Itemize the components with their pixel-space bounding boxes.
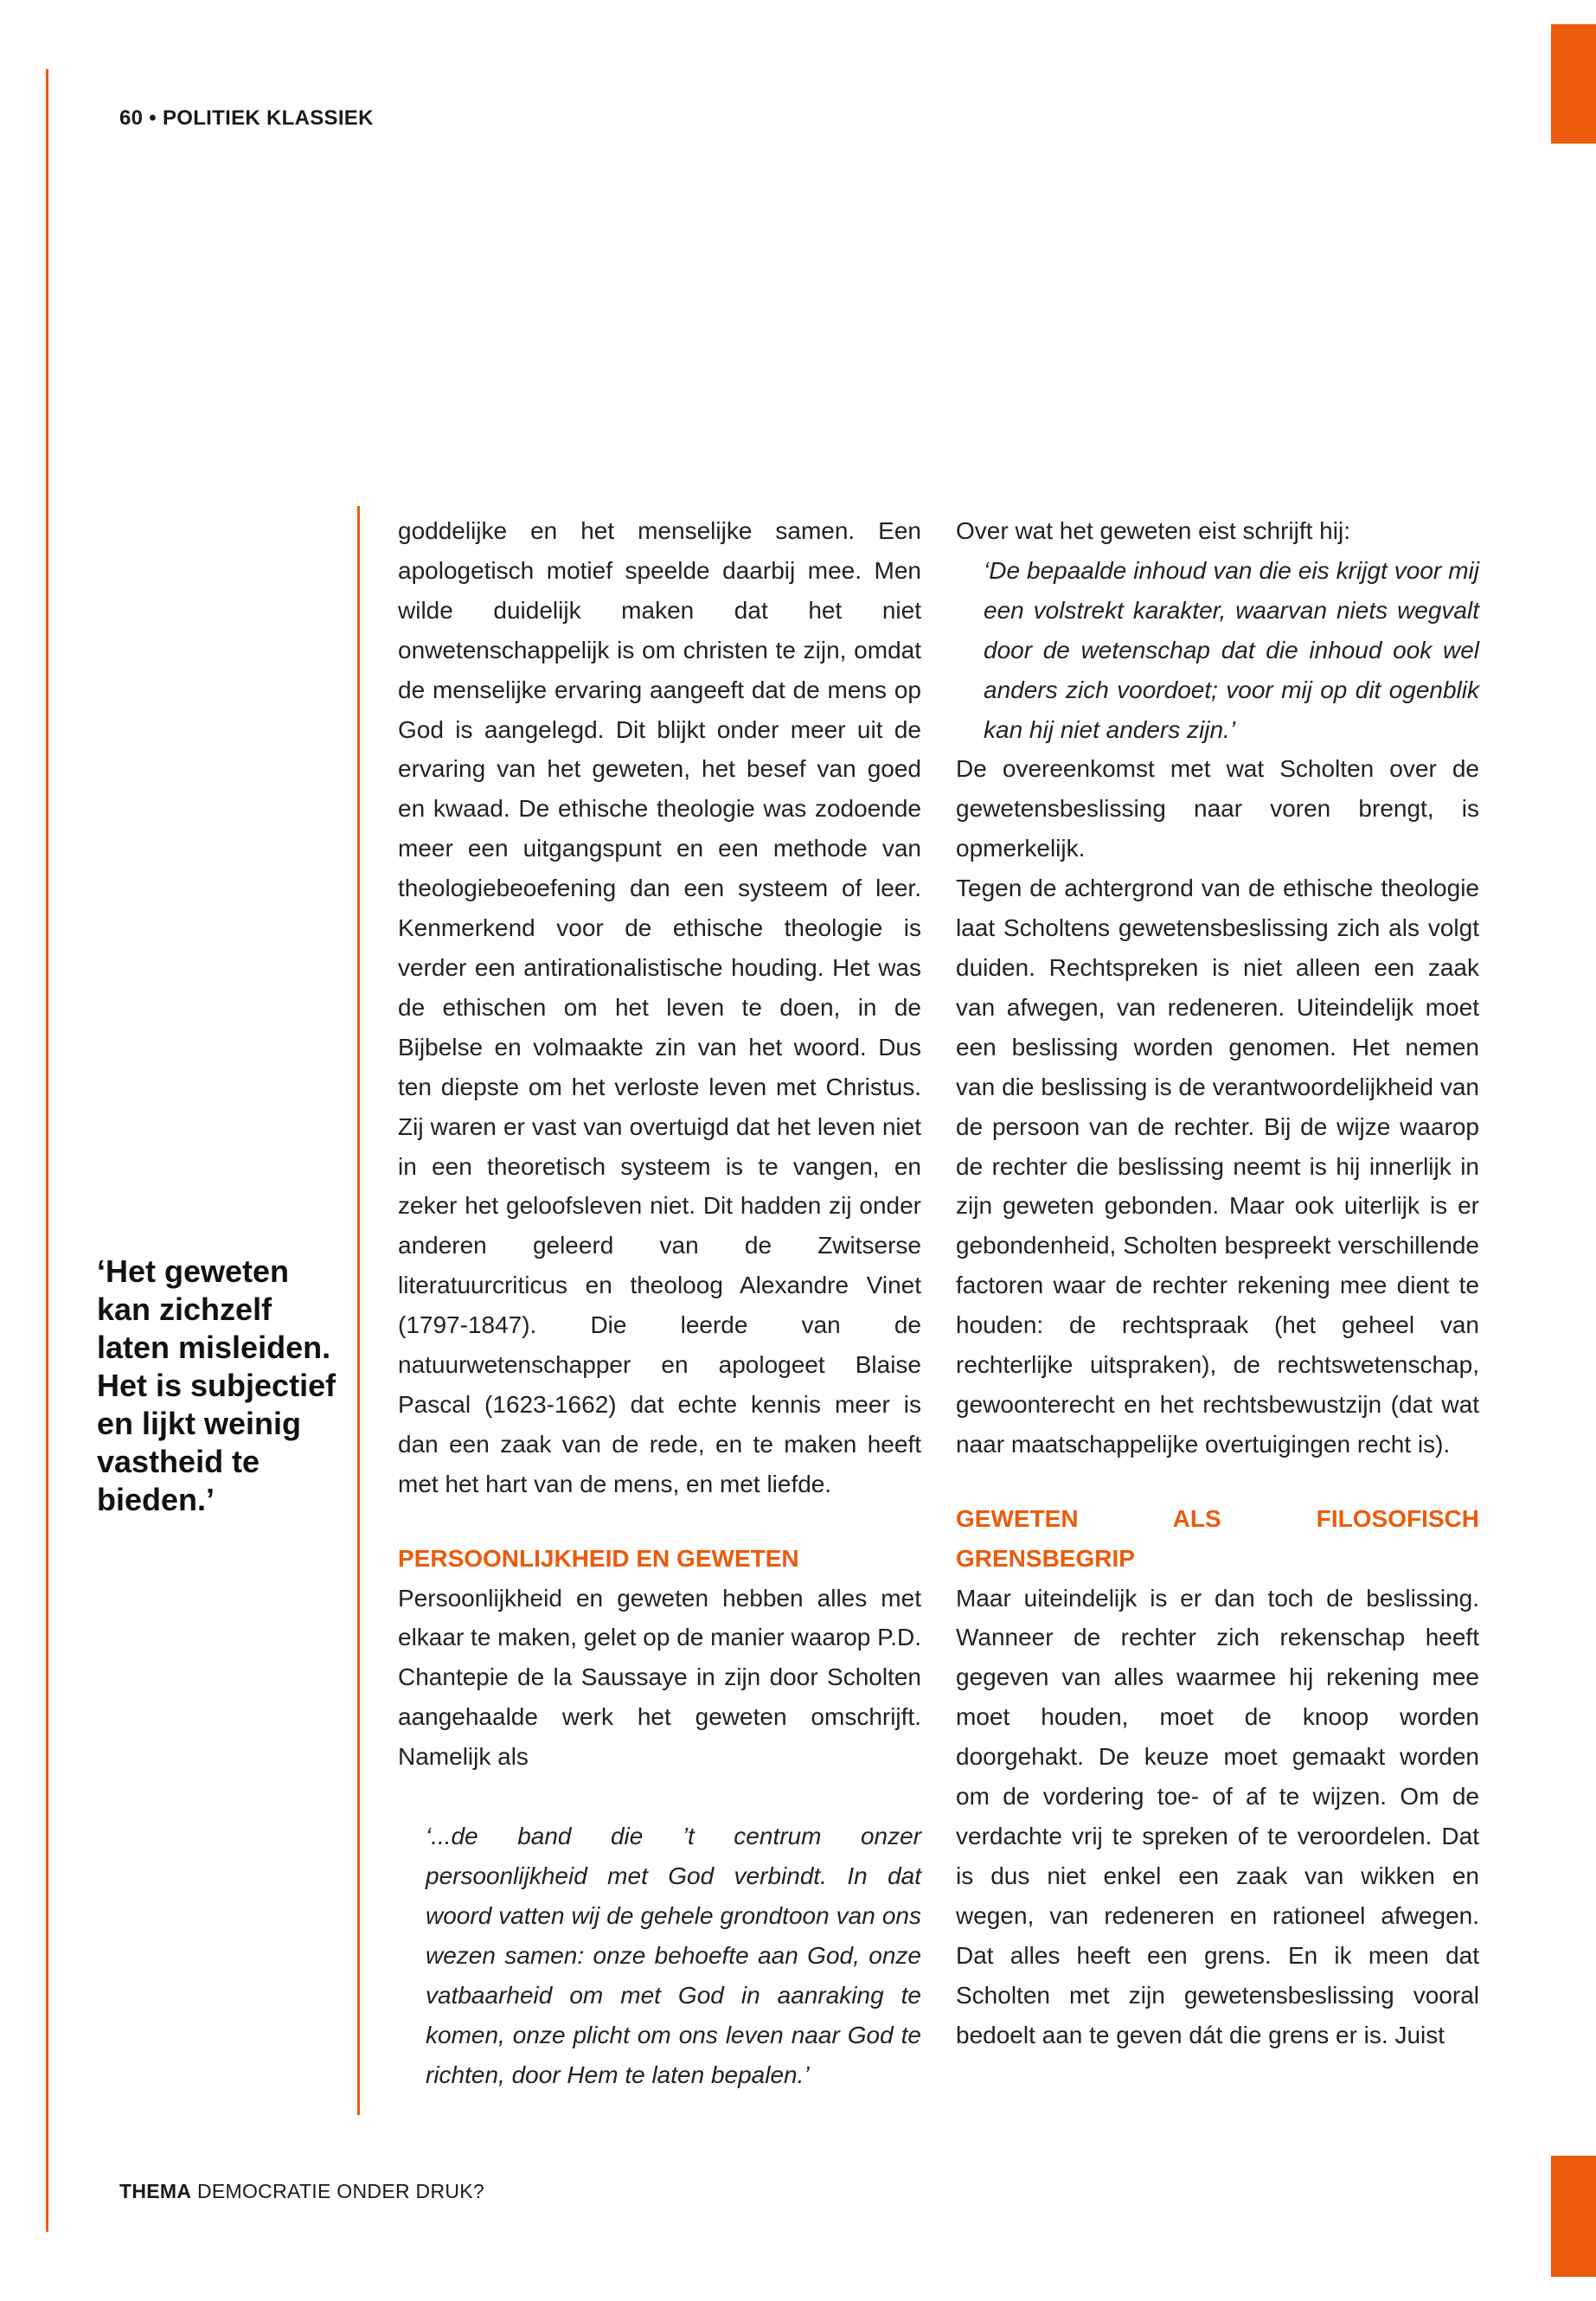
- column-divider-rule: [357, 506, 360, 2115]
- footer-label-bold: THEMA: [119, 2180, 192, 2202]
- left-margin-rule: [46, 69, 48, 2232]
- body-paragraph: Persoonlijkheid en geweten hebben alles met elkaar te maken, gelet op de manier waarop P.D. Chantepie de la Saussaye in zijn door Scholten aangehaalde werk het geweten omschrijft. Namelijk als: [398, 1584, 921, 1771]
- body-paragraph: Maar uiteindelijk is er dan toch de beslissing. Wanneer de rechter zich rekenschap heeft gegeven van alles waarmee hij rekening mee moet houden, moet de knoop worden doorgehakt. De keuze moet gemaakt worden om de vordering toe- of af te wijzen. Om de verdachte vrij te spreken of te veroordelen. Dat is dus niet enkel een zaak van wikken en wegen, van redeneren en rationeel afwegen. Dat alles heeft een grens. En ik meen dat Scholten met zijn gewetensbeslissing vooral bedoelt aan te geven dát die grens er is. Juist: [956, 1584, 1479, 2048]
- column-right: [956, 511, 1479, 2054]
- footer-label: DEMOCRATIE ONDER DRUK?: [196, 2180, 485, 2202]
- header-separator: •: [149, 106, 157, 130]
- section-heading: PERSOONLIJKHEID EN GEWETEN: [398, 1544, 799, 1572]
- running-header: [119, 106, 374, 131]
- body-paragraph: De overeenkomst met wat Scholten over de gewetensbeslissing naar voren brengt, is opmerkelijk.: [956, 755, 1479, 862]
- body-paragraph: goddelijke en het menselijke samen. Een apologetisch motief speelde daarbij mee. Men wilde duidelijk maken dat het niet onwetenschappelijk is om christen te zijn, omdat de menselijke ervaring aangeeft dat de mens op God is aangelegd. Dit blijkt onder meer uit de ervaring van het geweten, het besef van goed en kwaad. De ethische theologie was zodoende meer een uitgangspunt en een methode van theologiebeoefening dan een systeem of leer. Kenmerkend voor de ethische theologie is verder een antirationalistische houding. Het was de ethischen om het leven te doen, in de Bijbelse en volmaakte zin van het woord. Dus ten diepste om het verloste leven met Christus. Zij waren er vast van overtuigd dat het leven niet in een theoretisch systeem is te vangen, en zeker het geloofsleven niet. Dit hadden zij onder anderen geleerd van de Zwitserse literatuurcriticus en theoloog Alexandre Vinet (1797-1847). Die leerde van de natuurwetenschapper en apologeet Blaise Pascal (1623-1662) dat echte kennis meer is dan een zaak van de rede, en te maken heeft met het hart van de mens, en met liefde.: [398, 517, 921, 1497]
- footer: [119, 2180, 484, 2203]
- section-heading: GEWETEN ALS FILOSOFISCH GRENSBEGRIP: [956, 1504, 1479, 1572]
- column-left: [398, 511, 921, 2094]
- orange-edge-tab-top: [1551, 24, 1596, 144]
- block-quote: ‘De bepaalde inhoud van die eis krijgt voor mij een volstrekt karakter, waarvan niets wegvalt door de wetenschap dat die inhoud ook wel anders zich voordoet; voor mij op dit ogenblik kan hij niet anders zijn.’: [984, 556, 1479, 743]
- body-paragraph: Tegen de achtergrond van de ethische theologie laat Scholtens gewetensbeslissing zich als volgt duiden. Rechtspreken is niet alleen een zaak van afwegen, van redeneren. Uiteindelijk moet een beslissing worden genomen. Het nemen van die beslissing is de verantwoordelijkheid van de persoon van de rechter. Bij de wijze waarop de rechter die beslissing neemt is hij innerlijk in zijn geweten gebonden. Maar ook uiterlijk is er gebondenheid, Scholten bespreekt verschillende factoren waar de rechter rekening mee dient te houden: de rechtspraak (het geheel van rechterlijke uitspraken), de rechtswetenschap, gewoonterecht en het rechtsbewustzijn (dat wat naar maatschappelijke overtuigingen recht is).: [956, 875, 1479, 1458]
- section-title: POLITIEK KLASSIEK: [162, 106, 374, 130]
- body-paragraph: Over wat het geweten eist schrijft hij:: [956, 517, 1350, 544]
- pull-quote: ‘Het geweten kan zichzelf laten misleiden. Het is subjectief en lijkt weinig vastheid te bieden.’: [97, 1253, 337, 1517]
- page-number: 60: [119, 106, 144, 130]
- orange-edge-tab-bottom: [1551, 2156, 1596, 2277]
- block-quote: ‘...de band die ’t centrum onzer persoonlijkheid met God verbindt. In dat woord vatten wij de gehele grondtoon van ons wezen samen: onze behoefte aan God, onze vatbaarheid om met God in aanraking te komen, onze plicht om ons leven naar God te richten, door Hem te laten bepalen.’: [426, 1823, 921, 2088]
